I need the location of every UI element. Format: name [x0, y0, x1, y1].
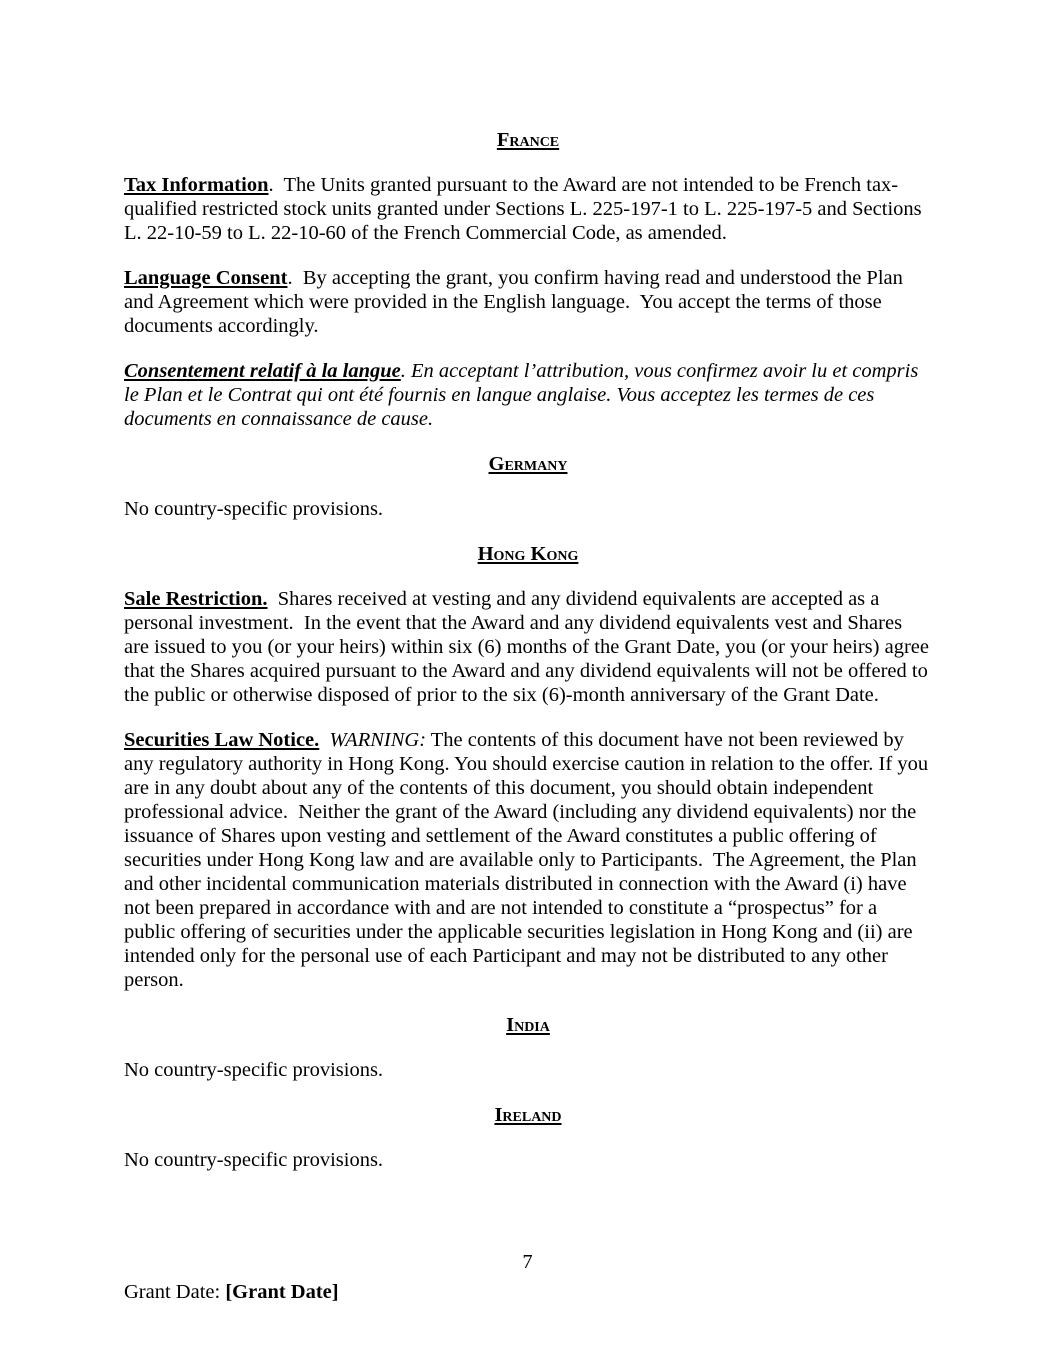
- paragraph-label: Sale Restriction.: [124, 588, 268, 610]
- paragraph-text: . En acceptant l’attribution, vous confirmez avoir lu et compris le Plan et le Contrat qui ont été fournis en langue anglaise. Vous acceptez les termes de ces documents en connaissance de cause.: [124, 360, 924, 430]
- paragraph-label: Language Consent: [124, 267, 288, 289]
- paragraph-germany-no-provisions: No country-specific provisions.: [124, 498, 384, 520]
- page-number: 7: [522, 1251, 533, 1273]
- section-heading-germany: Germany: [488, 453, 568, 475]
- paragraph-sale-restriction: [124, 587, 935, 707]
- grant-date-label: Grant Date:: [124, 1281, 226, 1303]
- section-heading-france: France: [496, 129, 560, 151]
- paragraph-label: Securities Law Notice.: [124, 729, 320, 751]
- paragraph-consentement-langue: [124, 359, 932, 431]
- grant-date-value: [Grant Date]: [225, 1281, 339, 1303]
- paragraph-tax-information: [124, 173, 932, 245]
- section-heading-ireland: Ireland: [494, 1104, 562, 1126]
- warning-text: WARNING:: [319, 729, 427, 751]
- paragraph-text: . The Units granted pursuant to the Award are not intended to be French tax-qualified restricted stock units granted under Sections L. 225-197-1 to L. 225-197-5 and Sections L. 22-10-59 to L. 22-10-60 of the French Commercial Code, as amended.: [124, 174, 927, 244]
- section-heading-hong-kong: Hong Kong: [477, 543, 579, 565]
- paragraph-text: . By accepting the grant, you confirm having read and understood the Plan and Agreement which were provided in the English language. You accept the terms of those documents accordingly.: [124, 267, 908, 337]
- grant-date-line: [124, 1280, 339, 1304]
- paragraph-label: Consentement relatif à la langue: [124, 360, 401, 382]
- paragraph-india-no-provisions: No country-specific provisions.: [124, 1059, 384, 1081]
- paragraph-text: Shares received at vesting and any dividend equivalents are accepted as a personal investment. In the event that the Award and any dividend equivalents vest and Shares are issued to you (or your heirs) within six (6) months of the Grant Date, you (or your heirs) agree that the Shares acquired pursuant to the Award and any dividend equivalents will not be offered to the public or otherwise disposed of prior to the six (6)-month anniversary of the Grant Date.: [124, 588, 935, 706]
- paragraph-securities-law-notice: [124, 728, 932, 992]
- paragraph-language-consent: [124, 266, 932, 338]
- paragraph-ireland-no-provisions: No country-specific provisions.: [124, 1149, 384, 1171]
- paragraph-text: The contents of this document have not been reviewed by any regulatory authority in Hong Kong. You should exercise caution in relation to the offer. If you are in any doubt about any of the contents of this document, you should obtain independent professional advice. Neither the grant of the Award (including any dividend equivalents) nor the issuance of Shares upon vesting and settlement of the Award constitutes a public offering of securities under Hong Kong law and are available only to Participants. The Agreement, the Plan and other incidental communication materials distributed in connection with the Award (i) have not been prepared in accordance with and are not intended to constitute a “prospectus” for a public offering of securities under the applicable securities legislation in Hong Kong and (ii) are intended only for the personal use of each Participant and may not be distributed to any other person.: [124, 729, 934, 991]
- document-content: [124, 128, 935, 1193]
- section-heading-india: India: [506, 1014, 550, 1036]
- paragraph-label: Tax Information: [124, 174, 269, 196]
